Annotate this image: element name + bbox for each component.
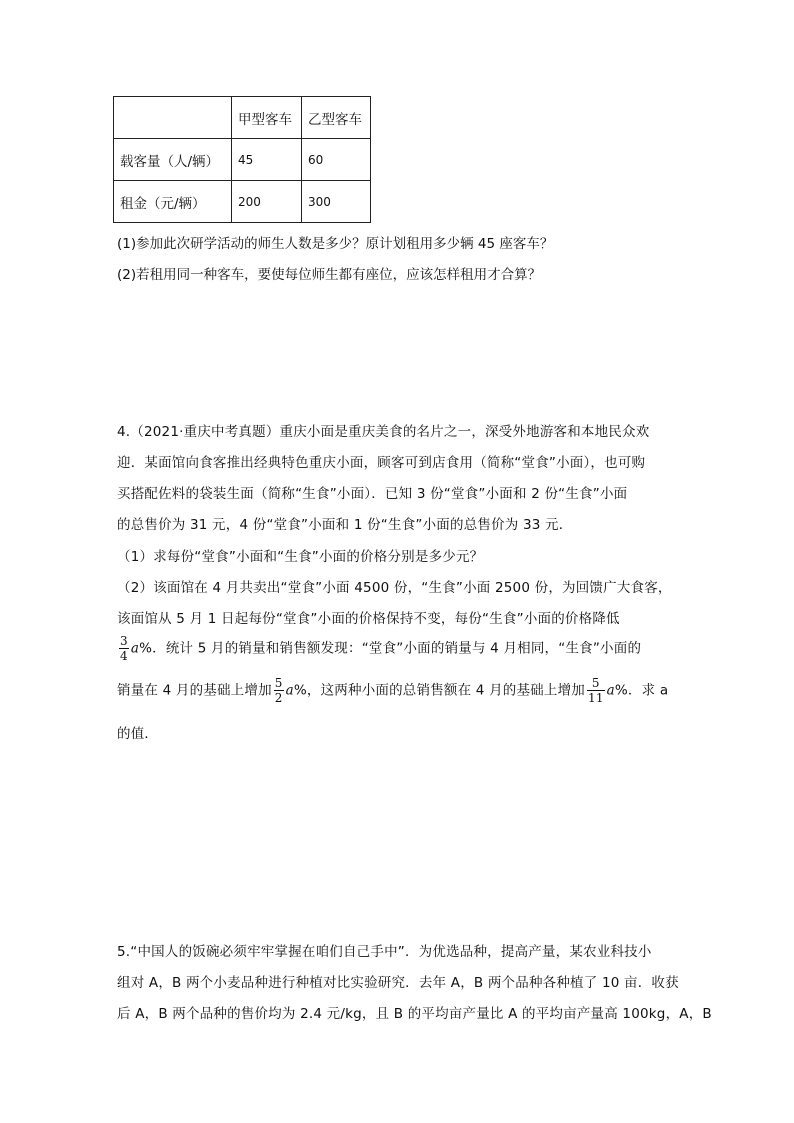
fraction-denominator: 11: [587, 691, 604, 705]
table-row: [114, 181, 371, 223]
question-4-text: %，这两种小面的总销售额在 4 月的基础上增加: [293, 682, 585, 699]
table-header-cell: 乙型客车: [302, 97, 371, 139]
fraction-five-halves: [274, 676, 284, 705]
fraction-numerator: 5: [591, 676, 600, 690]
table-cell: 60: [302, 139, 371, 181]
variable-a: a: [130, 640, 140, 657]
question-3-part-2: (2)若租用同一种客车，要使每位师生都有座位，应该怎样租用才合算？: [117, 267, 542, 283]
table-header-row: [114, 97, 371, 139]
question-4-text: %．求 a: [614, 682, 669, 699]
table-cell: 200: [232, 181, 302, 223]
bus-rental-table: [113, 96, 371, 223]
question-4-line: 该面馆从 5 月 1 日起每份“堂食”小面的价格保持不变，每份“生食”小面的价格降低: [117, 611, 620, 627]
question-4-fraction-line: [117, 634, 641, 663]
question-4-line: 买搭配佐料的袋装生面（简称“生食”小面）．已知 3 份“堂食”小面和 2 份“生食”小面: [117, 486, 628, 502]
fraction-denominator: 2: [274, 691, 283, 705]
question-3-part-1: (1)参加此次研学活动的师生人数是多少？原计划租用多少辆 45 座客车？: [117, 236, 554, 252]
fraction-denominator: 4: [120, 649, 128, 663]
fraction-three-quarters: [119, 634, 129, 663]
table-header-cell: [114, 97, 232, 139]
table-cell: 45: [232, 139, 302, 181]
table-cell: 300: [302, 181, 371, 223]
table-row: [114, 139, 371, 181]
question-4-line: 的值．: [117, 726, 159, 742]
question-5-line: 组对 A，B 两个小麦品种进行种植对比实验研究．去年 A，B 两个品种各种植了 10 亩．收获: [117, 975, 679, 991]
variable-a: a: [606, 682, 615, 699]
variable-a: a: [285, 682, 294, 699]
question-5-line: 5.“中国人的饭碗必须牢牢掌握在咱们自己手中”．为优选品种，提高产量，某农业科技小: [117, 944, 652, 960]
question-4-line: 的总售价为 31 元，4 份“堂食”小面和 1 份“生食”小面的总售价为 33 元．: [117, 517, 573, 533]
question-4-part-2: （2）该面馆在 4 月共卖出“堂食”小面 4500 份，“生食”小面 2500 份，为回馈广大食客，: [117, 580, 672, 596]
question-5-line: 后 A，B 两个品种的售价均为 2.4 元/kg，且 B 的平均亩产量比 A 的平均亩产量高 100kg，A，B: [117, 1006, 712, 1022]
table-row-label: 载客量（人/辆）: [114, 139, 232, 181]
table-header-cell: 甲型客车: [232, 97, 302, 139]
question-4-fraction-line: [117, 676, 668, 705]
fraction-five-elevenths: [587, 676, 605, 705]
question-4-text: 销量在 4 月的基础上增加: [117, 682, 272, 699]
fraction-numerator: 5: [274, 676, 283, 690]
question-4-part-1: （1）求每份“堂食”小面和“生食”小面的价格分别是多少元？: [117, 549, 484, 565]
question-4-text: %．统计 5 月的销量和销售额发现：“堂食”小面的销量与 4 月相同，“生食”小面的: [139, 640, 642, 657]
question-4-line: 4.（2021·重庆中考真题）重庆小面是重庆美食的名片之一，深受外地游客和本地民众欢: [117, 424, 650, 440]
fraction-numerator: 3: [120, 634, 128, 648]
question-4-line: 迎．某面馆向食客推出经典特色重庆小面，顾客可到店食用（简称“堂食”小面），也可购: [117, 455, 646, 471]
table-row-label: 租金（元/辆）: [114, 181, 232, 223]
